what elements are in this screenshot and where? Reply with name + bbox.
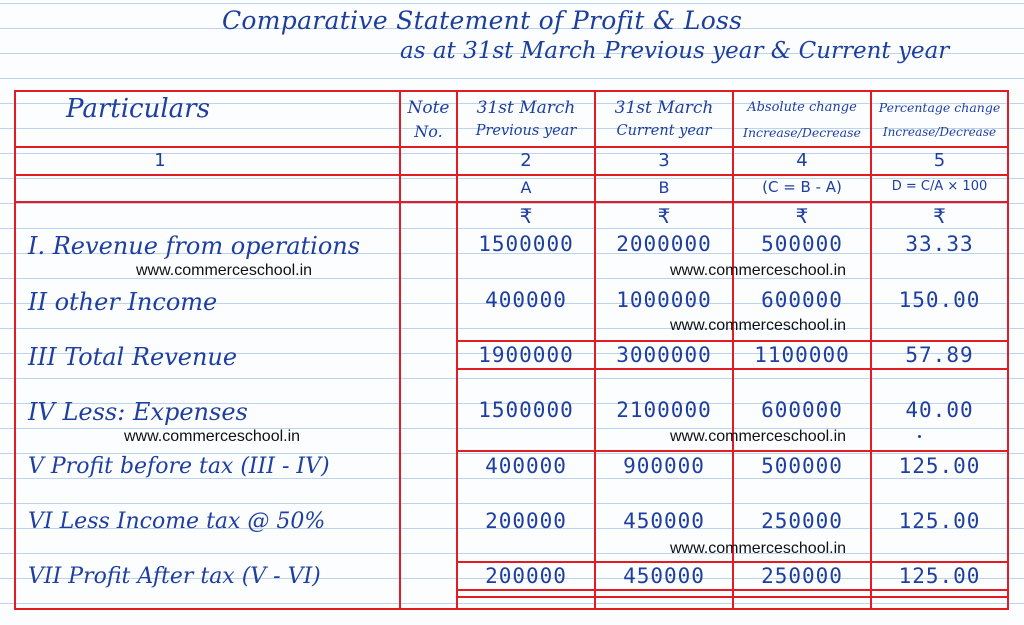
- row-total-revenue-curr: 3000000: [616, 343, 712, 367]
- letters-divider: [14, 201, 1009, 203]
- column-number-5: 5: [933, 150, 946, 171]
- watermark: www.commerceschool.in: [670, 428, 847, 445]
- header-pct-line2: Increase/Decrease: [882, 125, 997, 139]
- header-abs-line2: Increase/Decrease: [743, 125, 861, 140]
- column-letter-d: D = C/A × 100: [891, 179, 988, 194]
- row-expenses-curr: 2100000: [616, 398, 712, 422]
- row-pat-abs: 250000: [761, 564, 843, 588]
- row-other-income-pct: 150.00: [898, 288, 981, 312]
- header-note-line2: No.: [414, 122, 443, 141]
- column-letter-c: (C = B - A): [762, 178, 842, 196]
- header-prev-line1: 31st March: [476, 98, 576, 118]
- header-prev-line2: Previous year: [475, 123, 577, 139]
- table-border-top: [14, 90, 1009, 92]
- numbers-divider: [14, 174, 1009, 176]
- row-income-tax-prev: 200000: [485, 509, 567, 533]
- row-other-income-abs: 600000: [761, 288, 843, 312]
- column-number-3: 3: [658, 150, 670, 171]
- column-number-2: 2: [520, 150, 532, 171]
- header-abs-line1: Absolute change: [747, 100, 857, 115]
- watermark: www.commerceschool.in: [670, 540, 847, 557]
- watermark: www.commerceschool.in: [124, 428, 301, 445]
- watermark: www.commerceschool.in: [136, 262, 313, 279]
- row-label-income-tax: VI Less Income tax @ 50%: [28, 509, 326, 534]
- row-pbt-prev: 400000: [485, 454, 567, 478]
- header-note-line1: Note: [407, 98, 450, 118]
- header-divider: [14, 146, 1009, 148]
- row-income-tax-pct: 125.00: [898, 509, 981, 533]
- watermark: www.commerceschool.in: [670, 262, 847, 279]
- row-expenses-prev: 1500000: [478, 398, 574, 422]
- col-border-left: [14, 90, 16, 610]
- row-total-revenue-prev: 1900000: [478, 343, 574, 367]
- row-pat-pct: 125.00: [898, 564, 981, 588]
- currency-symbol-curr: ₹: [657, 204, 671, 228]
- row-revenue-abs: 500000: [761, 232, 843, 256]
- currency-symbol-prev: ₹: [519, 204, 533, 228]
- col-border-right: [1007, 90, 1009, 610]
- col-divider-note: [399, 90, 401, 610]
- header-curr-line1: 31st March: [614, 98, 714, 118]
- ink-dot: [918, 435, 921, 438]
- row-label-profit-after-tax: VII Profit After tax (V - VI): [28, 564, 321, 589]
- row-pbt-curr: 900000: [623, 454, 705, 478]
- header-pct-line1: Percentage change: [878, 100, 1001, 115]
- row-revenue-pct: 33.33: [905, 232, 974, 256]
- row-total-revenue-pct: 57.89: [905, 343, 974, 367]
- row-pat-curr: 450000: [623, 564, 705, 588]
- row-pat-prev: 200000: [485, 564, 567, 588]
- row-label-total-revenue: III Total Revenue: [28, 343, 238, 371]
- row-other-income-curr: 1000000: [616, 288, 712, 312]
- header-curr-line2: Current year: [616, 123, 712, 139]
- header-particulars: Particulars: [66, 94, 210, 124]
- table-border-bottom: [14, 608, 1009, 610]
- row-expenses-pct: 40.00: [905, 398, 974, 422]
- row-revenue-curr: 2000000: [616, 232, 712, 256]
- row-label-revenue: I. Revenue from operations: [28, 232, 361, 260]
- row-revenue-prev: 1500000: [478, 232, 574, 256]
- page-subtitle: as at 31st March Previous year & Current year: [400, 38, 950, 64]
- column-letter-a: A: [520, 178, 532, 197]
- page-title: Comparative Statement of Profit & Loss: [222, 6, 743, 35]
- column-number-4: 4: [796, 150, 808, 171]
- row-total-revenue-abs: 1100000: [754, 343, 850, 367]
- row-other-income-prev: 400000: [485, 288, 567, 312]
- watermark: www.commerceschool.in: [670, 317, 847, 334]
- row-label-profit-before-tax: V Profit before tax (III - IV): [28, 454, 330, 479]
- row-income-tax-abs: 250000: [761, 509, 843, 533]
- column-number-1: 1: [154, 150, 166, 171]
- row-pbt-pct: 125.00: [898, 454, 981, 478]
- column-letter-b: B: [658, 178, 670, 197]
- row-label-expenses: IV Less: Expenses: [28, 398, 248, 426]
- currency-symbol-pct: ₹: [933, 204, 946, 228]
- currency-symbol-abs: ₹: [795, 204, 809, 228]
- row-expenses-abs: 600000: [761, 398, 843, 422]
- row-pbt-abs: 500000: [761, 454, 843, 478]
- row-income-tax-curr: 450000: [623, 509, 705, 533]
- row-label-other-income: II other Income: [28, 288, 218, 316]
